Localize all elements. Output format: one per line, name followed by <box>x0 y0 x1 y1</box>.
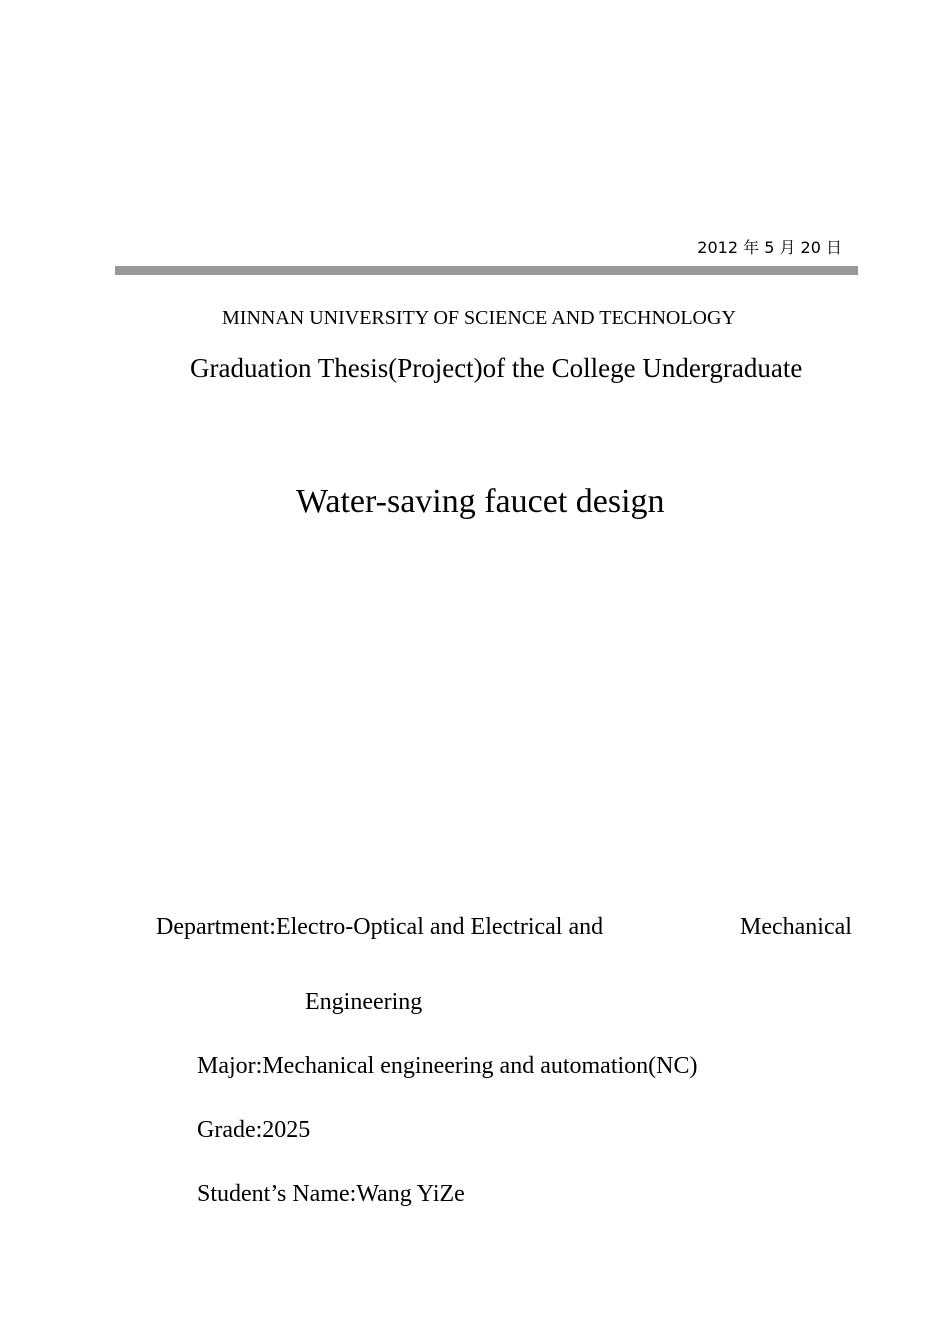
date-line: 2012 年 5 月 20 日 <box>697 238 842 257</box>
department-line-continued: Mechanical <box>740 914 852 940</box>
department-line-wrap: Engineering <box>305 989 423 1015</box>
major-line: Major:Mechanical engineering and automation(NC) <box>197 1053 698 1079</box>
thesis-type-subtitle: Graduation Thesis(Project)of the College Undergraduate <box>190 353 803 383</box>
thesis-title: Water-saving faucet design <box>296 483 665 520</box>
university-name: MINNAN UNIVERSITY OF SCIENCE AND TECHNOLOGY <box>222 307 736 329</box>
student-name-line: Student’s Name:Wang YiZe <box>197 1181 465 1207</box>
grade-line: Grade:2025 <box>197 1117 311 1143</box>
department-line: Department:Electro-Optical and Electrical and <box>156 914 604 940</box>
header-rule <box>115 266 858 275</box>
